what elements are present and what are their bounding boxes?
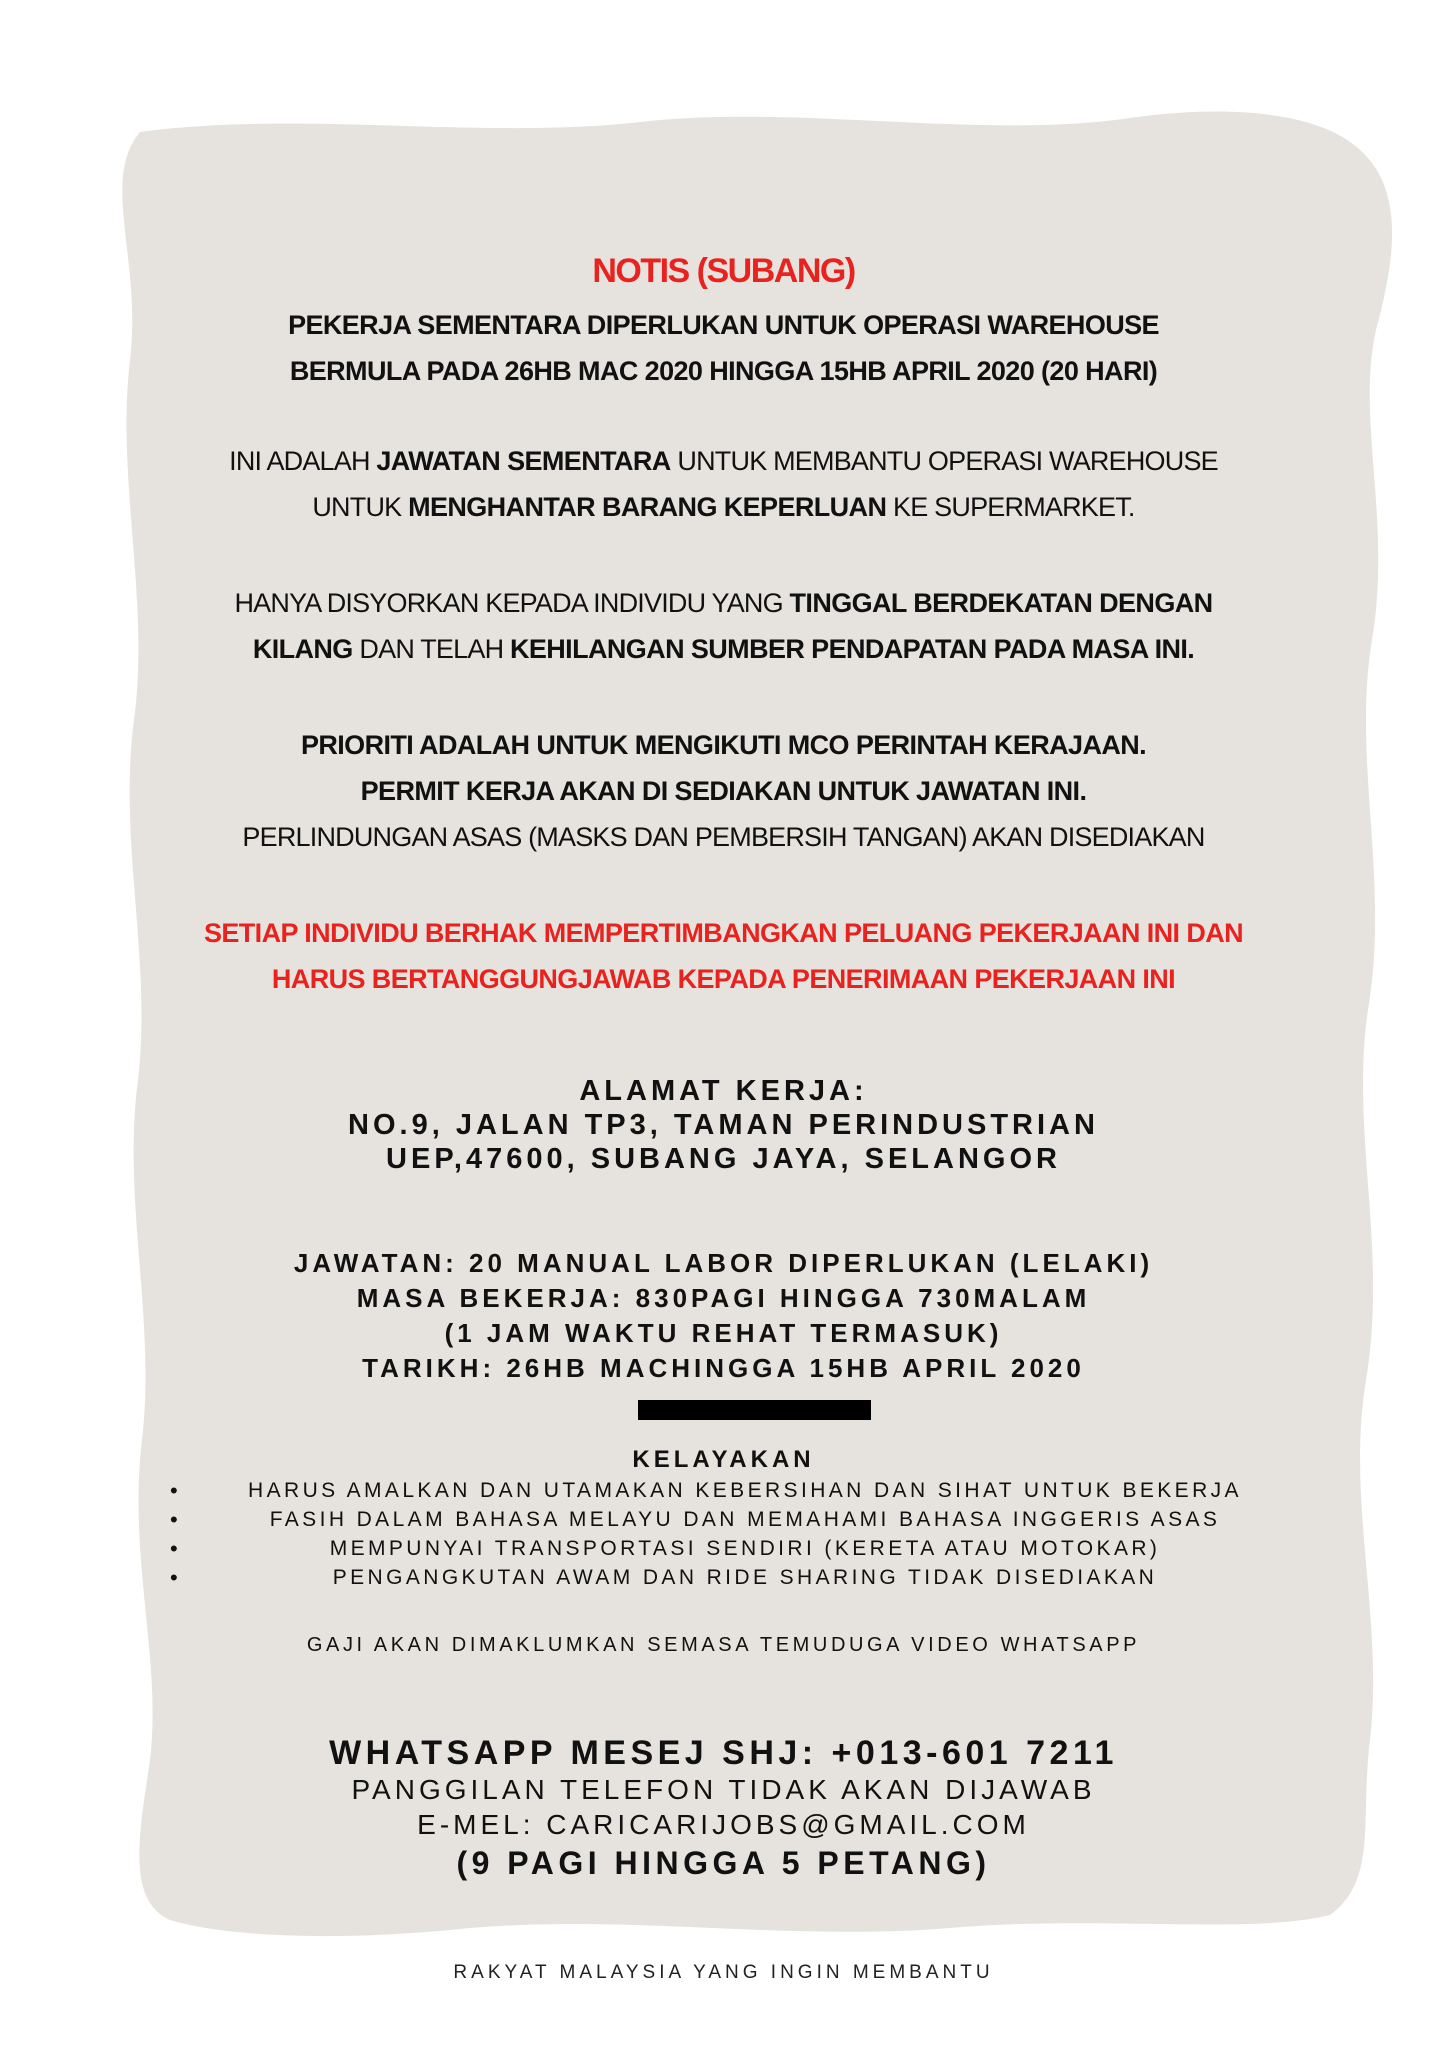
warning-line-1: SETIAP INDIVIDU BERHAK MEMPERTIMBANGKAN PELUANG PEKERJAAN INI DAN [203, 918, 1244, 948]
notice-subtitle-2: BERMULA PADA 26HB MAC 2020 HINGGA 15HB APRIL 2020 (20 HARI) [289, 356, 1158, 386]
list-item: • PENGANGKUTAN AWAM DAN RIDE SHARING TIDAK DISEDIAKAN [170, 1563, 1320, 1592]
job-hours: MASA BEKERJA: 830PAGI HINGGA 730MALAM [356, 1283, 1091, 1313]
text-run-bold: MENGHANTAR BARANG KEPERLUAN [408, 492, 887, 522]
notice-subtitle-1: PEKERJA SEMENTARA DIPERLUKAN UNTUK OPERASI WAREHOUSE [288, 310, 1159, 340]
list-item: • HARUS AMALKAN DAN UTAMAKAN KEBERSIHAN DAN SIHAT UNTUK BEKERJA [170, 1476, 1320, 1505]
paragraph-3-line-3: PERLINDUNGAN ASAS (MASKS DAN PEMBERSIH TANGAN) AKAN DISEDIAKAN [242, 822, 1205, 852]
job-position: JAWATAN: 20 MANUAL LABOR DIPERLUKAN (LELAKI) [293, 1248, 1154, 1278]
text-run-bold: KILANG [252, 634, 353, 664]
no-calls-note: PANGGILAN TELEFON TIDAK AKAN DIJAWAB [351, 1774, 1096, 1805]
whatsapp-contact: WHATSAPP MESEJ SHJ: +013-601 7211 [329, 1734, 1118, 1772]
address-line-2: UEP,47600, SUBANG JAYA, SELANGOR [386, 1143, 1061, 1175]
qualifications-title: KELAYAKAN [632, 1446, 815, 1473]
text-run-bold: KEHILANGAN SUMBER PENDAPATAN PADA MASA INI. [509, 634, 1195, 664]
address-label: ALAMAT KERJA: [579, 1075, 868, 1107]
text-run: HANYA DISYORKAN KEPADA INDIVIDU YANG [234, 588, 790, 618]
paragraph-1-line-1 [150, 446, 1297, 477]
text-run: INI ADALAH [229, 446, 377, 476]
text-run-bold: PERMIT KERJA AKAN DI SEDIAKAN UNTUK JAWATAN INI. [360, 776, 1087, 806]
address-line-1: NO.9, JALAN TP3, TAMAN PERINDUSTRIAN [348, 1109, 1099, 1141]
job-break: (1 JAM WAKTU REHAT TERMASUK) [444, 1318, 1003, 1348]
text-run: UNTUK MEMBANTU OPERASI WAREHOUSE [670, 446, 1218, 476]
paragraph-1-line-2 [150, 492, 1297, 523]
text-run: KE SUPERMARKET. [886, 492, 1135, 522]
warning-line-2: HARUS BERTANGGUNGJAWAB KEPADA PENERIMAAN PEKERJAAN INI [271, 964, 1176, 994]
paragraph-2-line-1 [150, 588, 1297, 619]
salary-note: GAJI AKAN DIMAKLUMKAN SEMASA TEMUDUGA VIDEO WHATSAPP [306, 1634, 1141, 1656]
list-item: • FASIH DALAM BAHASA MELAYU DAN MEMAHAMI BAHASA INGGERIS ASAS [170, 1505, 1320, 1534]
text-run-bold: JAWATAN SEMENTARA [376, 446, 671, 476]
footer-text: RAKYAT MALAYSIA YANG INGIN MEMBANTU [453, 1962, 994, 1983]
text-run-bold: PRIORITI ADALAH UNTUK MENGIKUTI MCO PERINTAH KERAJAAN. [300, 730, 1147, 760]
contact-hours: (9 PAGI HINGGA 5 PETANG) [456, 1845, 991, 1881]
email-contact: E-MEL: CARICARIJOBS@GMAIL.COM [417, 1809, 1030, 1840]
job-date: TARIKH: 26HB MACHINGGA 15HB APRIL 2020 [362, 1353, 1085, 1383]
text-run: DAN TELAH [352, 634, 510, 664]
text-run: UNTUK [312, 492, 409, 522]
paragraph-3-line-2 [150, 776, 1297, 807]
paragraph-2-line-2 [150, 634, 1297, 665]
section-divider [638, 1400, 871, 1420]
qualifications-list [170, 1476, 1320, 1592]
notice-title: NOTIS (SUBANG) [592, 252, 855, 290]
paragraph-3-line-1 [150, 730, 1297, 761]
list-item: • MEMPUNYAI TRANSPORTASI SENDIRI (KERETA ATAU MOTOKAR) [170, 1534, 1320, 1563]
text-run-bold: TINGGAL BERDEKATAN DENGAN [789, 588, 1213, 618]
